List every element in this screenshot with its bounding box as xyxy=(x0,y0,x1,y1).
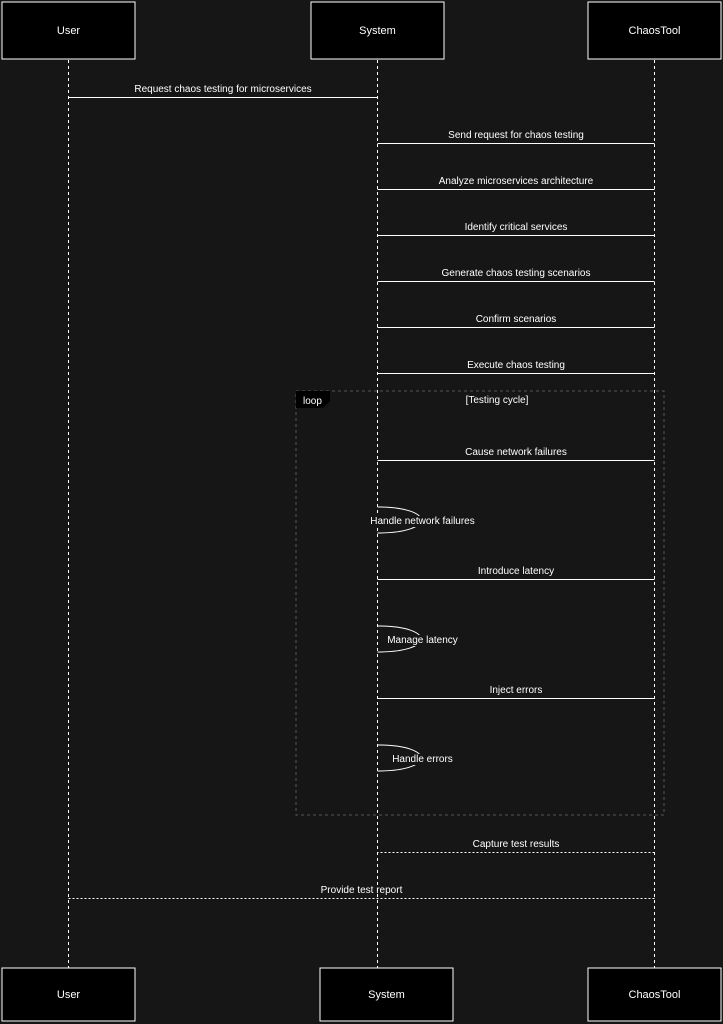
participant-chaostool-top xyxy=(588,2,721,59)
message xyxy=(378,566,655,580)
message-label: Inject errors xyxy=(489,685,543,696)
participant-system-top xyxy=(311,2,444,59)
message-label: Send request for chaos testing xyxy=(448,130,584,141)
participant-chaostool-bottom xyxy=(588,968,721,1021)
message xyxy=(378,745,454,771)
message-label: Request chaos testing for microservices xyxy=(134,84,312,95)
message-label: Identify critical services xyxy=(464,222,568,233)
loop-keyword: loop xyxy=(303,396,322,407)
messages xyxy=(69,84,655,899)
message-label: Execute chaos testing xyxy=(467,360,565,371)
message xyxy=(378,685,655,699)
message-label: Provide test report xyxy=(320,885,403,896)
message xyxy=(378,314,655,328)
participant-label: ChaosTool xyxy=(628,24,681,37)
message-label: Analyze microservices architecture xyxy=(438,176,594,187)
message-label: Handle network failures xyxy=(370,516,475,527)
message xyxy=(378,447,655,461)
message xyxy=(69,885,655,899)
participant-label: System xyxy=(368,988,405,1001)
message xyxy=(69,84,378,98)
message-label: Confirm scenarios xyxy=(475,314,557,325)
loop-condition: [Testing cycle] xyxy=(465,395,529,406)
message-label: Handle errors xyxy=(392,754,453,765)
message xyxy=(378,839,655,853)
participant-system-bottom xyxy=(320,968,453,1021)
message xyxy=(378,222,655,236)
message-label: Capture test results xyxy=(472,839,560,850)
message xyxy=(378,176,655,190)
message xyxy=(369,507,476,533)
message xyxy=(378,130,655,144)
message xyxy=(378,360,655,374)
message xyxy=(378,268,655,282)
message-label: Cause network failures xyxy=(465,447,567,458)
participant-user-bottom xyxy=(2,968,135,1021)
participant-label: User xyxy=(56,988,81,1001)
message-label: Introduce latency xyxy=(477,566,555,577)
participant-label: System xyxy=(359,24,396,37)
participant-label: User xyxy=(56,24,81,37)
message-label: Generate chaos testing scenarios xyxy=(441,268,591,279)
message xyxy=(378,626,459,652)
message-label: Manage latency xyxy=(387,635,458,646)
participant-user-top xyxy=(2,2,135,59)
participant-label: ChaosTool xyxy=(628,988,681,1001)
